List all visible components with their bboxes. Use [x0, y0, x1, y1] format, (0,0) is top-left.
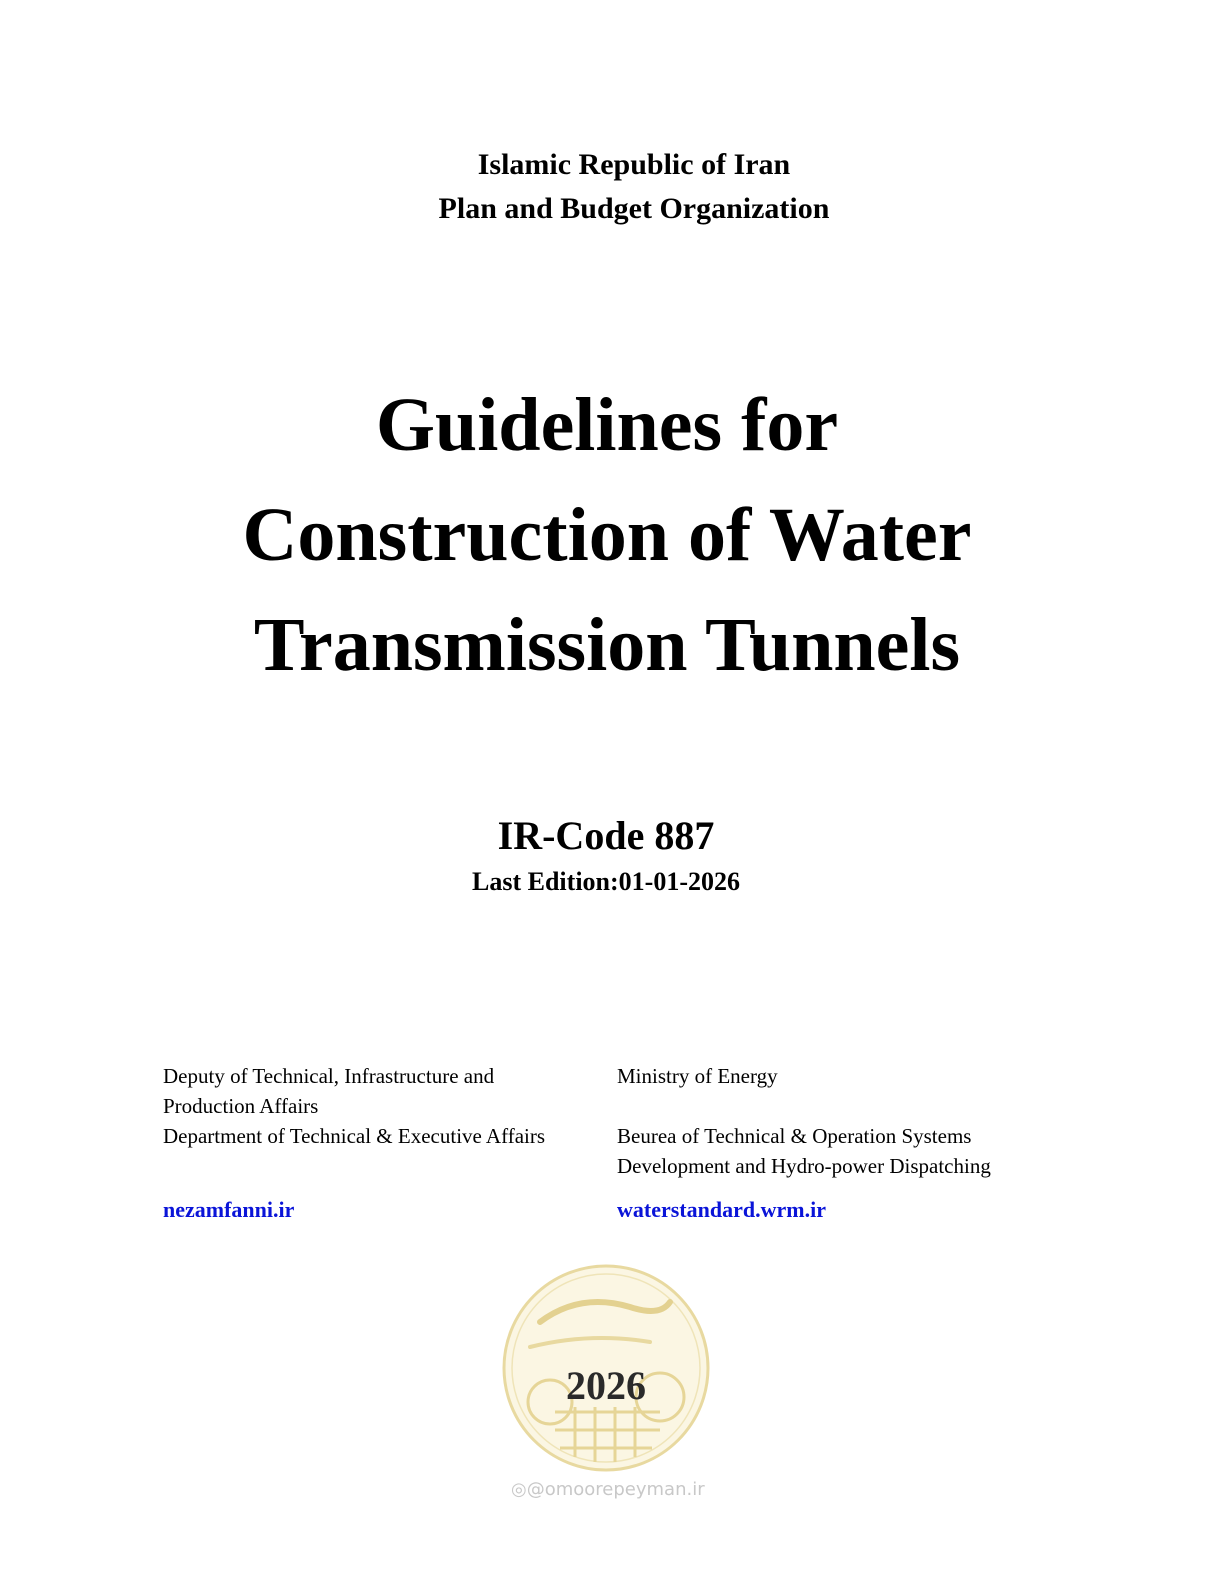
right-authority-column — [617, 1061, 1037, 1181]
watermark-footer — [511, 1478, 705, 1502]
watermark-text: @omoorepeyman.ir — [526, 1479, 705, 1500]
left-line-2: Production Affairs — [163, 1094, 319, 1118]
title-line-2: Construction of Water — [242, 493, 972, 577]
right-spacer — [617, 1091, 1037, 1121]
left-line-1: Deputy of Technical, Infrastructure and — [163, 1064, 495, 1088]
left-line-3: Department of Technical & Executive Affairs — [163, 1124, 546, 1148]
nezamfanni-link[interactable]: nezamfanni.ir — [163, 1197, 295, 1222]
document-title — [0, 370, 1214, 700]
globe-icon: ◎ — [511, 1479, 527, 1500]
issuer-country: Islamic Republic of Iran — [477, 148, 791, 181]
right-line-3: Development and Hydro-power Dispatching — [617, 1154, 991, 1178]
ir-code: IR-Code 887 — [497, 813, 715, 858]
last-edition: Last Edition:01-01-2026 — [472, 867, 740, 896]
title-line-1: Guidelines for — [375, 383, 839, 467]
right-line-2: Beurea of Technical & Operation Systems — [617, 1124, 972, 1148]
right-line-1: Ministry of Energy — [617, 1064, 778, 1088]
waterstandard-link[interactable]: waterstandard.wrm.ir — [617, 1197, 826, 1222]
left-authority-column — [163, 1061, 583, 1151]
code-block — [0, 808, 1212, 900]
issuer-organization: Plan and Budget Organization — [438, 192, 830, 225]
publication-year: 2026 — [566, 1363, 646, 1408]
title-line-3: Transmission Tunnels — [253, 603, 961, 687]
issuer-header — [0, 143, 1224, 231]
